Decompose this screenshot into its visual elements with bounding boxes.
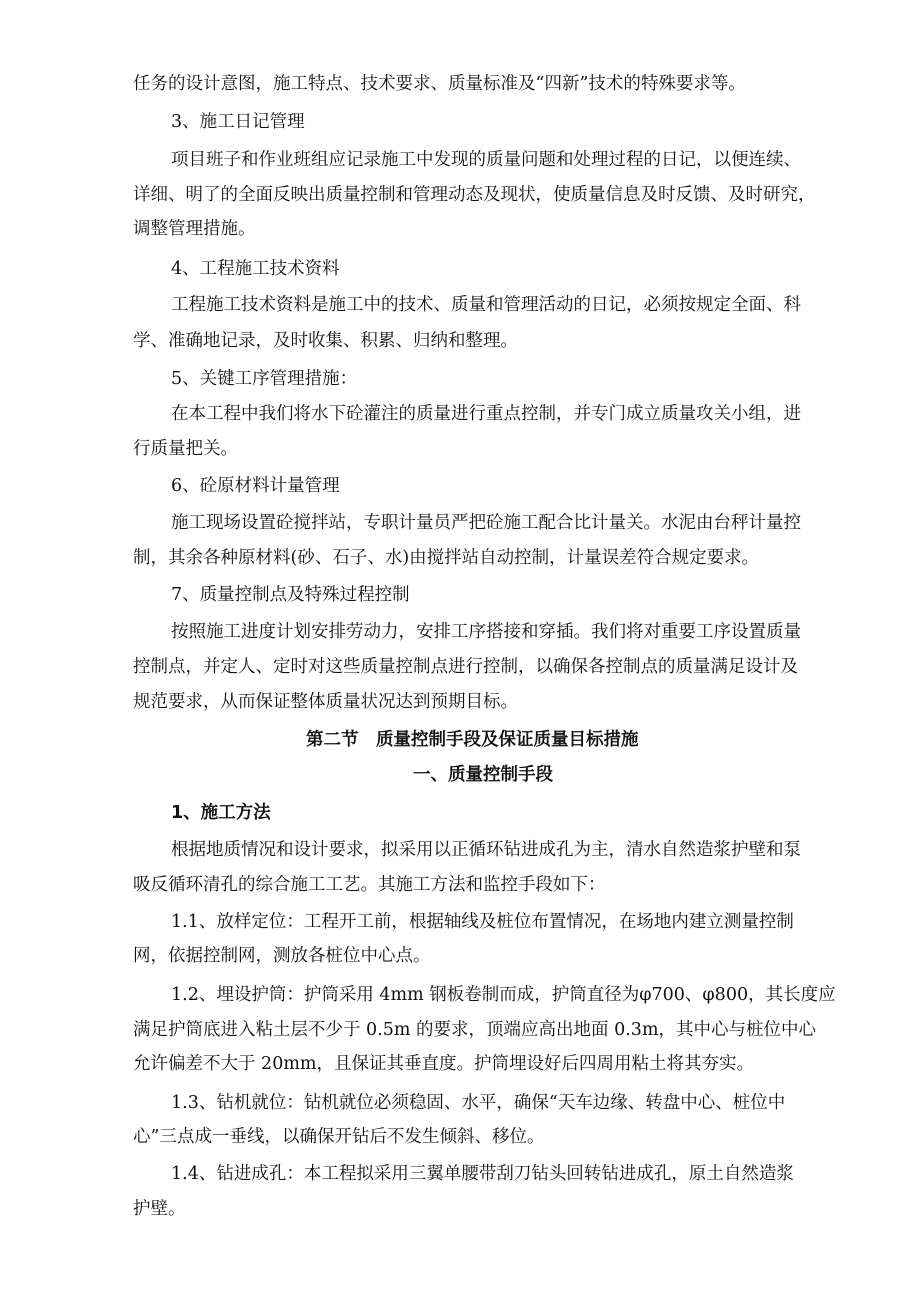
paragraph-line: 允许偏差不大于 20mm，且保证其垂直度。护筒埋设好后四周用粘土将其夯实。 [133,1054,755,1074]
paragraph-line: 项目班子和作业班组应记录施工中发现的质量问题和处理过程的日记，以便连续、 [171,150,801,170]
paragraph-line: 按照施工进度计划安排劳动力，安排工序搭接和穿插。我们将对重要工序设置质量 [171,622,801,642]
paragraph-line: 工程施工技术资料是施工中的技术、质量和管理活动的日记，必须按规定全面、科 [171,295,801,315]
paragraph-line: 控制点，并定人、定时对这些质量控制点进行控制，以确保各控制点的质量满足设计及 [133,657,798,677]
paragraph-line: 根据地质情况和设计要求，拟采用以正循环钻进成孔为主，清水自然造浆护壁和泵 [171,840,801,860]
paragraph-line: 1.4、钻进成孔：本工程拟采用三翼单腰带刮刀钻头回转钻进成孔，原土自然造浆 [171,1164,794,1184]
item-heading: 5、关键工序管理措施： [171,369,358,389]
section-heading: 第二节 质量控制手段及保证质量目标措施 [306,730,639,750]
paragraph-line: 施工现场设置砼搅拌站，专职计量员严把砼施工配合比计量关。水泥由台秤计量控 [171,513,801,533]
paragraph-line: 行质量把关。 [133,439,238,459]
paragraph-line: 制，其余各种原材料(砂、石子、水)由搅拌站自动控制，计量误差符合规定要求。 [133,548,760,568]
item-heading: 4、工程施工技术资料 [171,259,340,279]
paragraph-line: 1.1、放样定位：工程开工前，根据轴线及桩位布置情况，在场地内建立测量控制 [171,912,794,932]
paragraph-line: 详细、明了的全面反映出质量控制和管理动态及现状，使质量信息及时反馈、及时研究， [133,185,816,205]
item-heading: 3、施工日记管理 [171,112,305,132]
paragraph-line: 心”三点成一垂线，以确保开钻后不发生倾斜、移位。 [133,1127,545,1147]
item-heading: 6、砼原材料计量管理 [171,476,340,496]
paragraph-line: 任务的设计意图，施工特点、技术要求、质量标准及“四新”技术的特殊要求等。 [133,74,746,94]
item-heading: 7、质量控制点及特殊过程控制 [171,585,410,605]
paragraph-line: 网，依据控制网，测放各桩位中心点。 [133,946,431,966]
paragraph-line: 1.3、钻机就位：钻机就位必须稳固、水平，确保“天车边缘、转盘中心、桩位中 [171,1093,786,1113]
subsection-title: 1、施工方法 [171,803,271,823]
paragraph-line: 学、准确地记录，及时收集、积累、归纳和整理。 [133,331,518,351]
paragraph-line: 吸反循环清孔的综合施工工艺。其施工方法和监控手段如下： [133,875,606,895]
paragraph-line: 1.2、埋设护筒：护筒采用 4mm 钢板卷制而成，护筒直径为φ700、φ800，其长度应 [171,985,836,1005]
subsection-heading: 一、质量控制手段 [413,765,553,785]
paragraph-line: 调整管理措施。 [133,219,256,239]
paragraph-line: 规范要求，从而保证整体质量状况达到预期目标。 [133,692,518,712]
paragraph-line: 满足护筒底进入粘土层不少于 0.5m 的要求，顶端应高出地面 0.3m，其中心与桩位中心 [133,1020,817,1040]
paragraph-line: 在本工程中我们将水下砼灌注的质量进行重点控制，并专门成立质量攻关小组，进 [171,404,801,424]
paragraph-line: 护壁。 [133,1199,186,1219]
